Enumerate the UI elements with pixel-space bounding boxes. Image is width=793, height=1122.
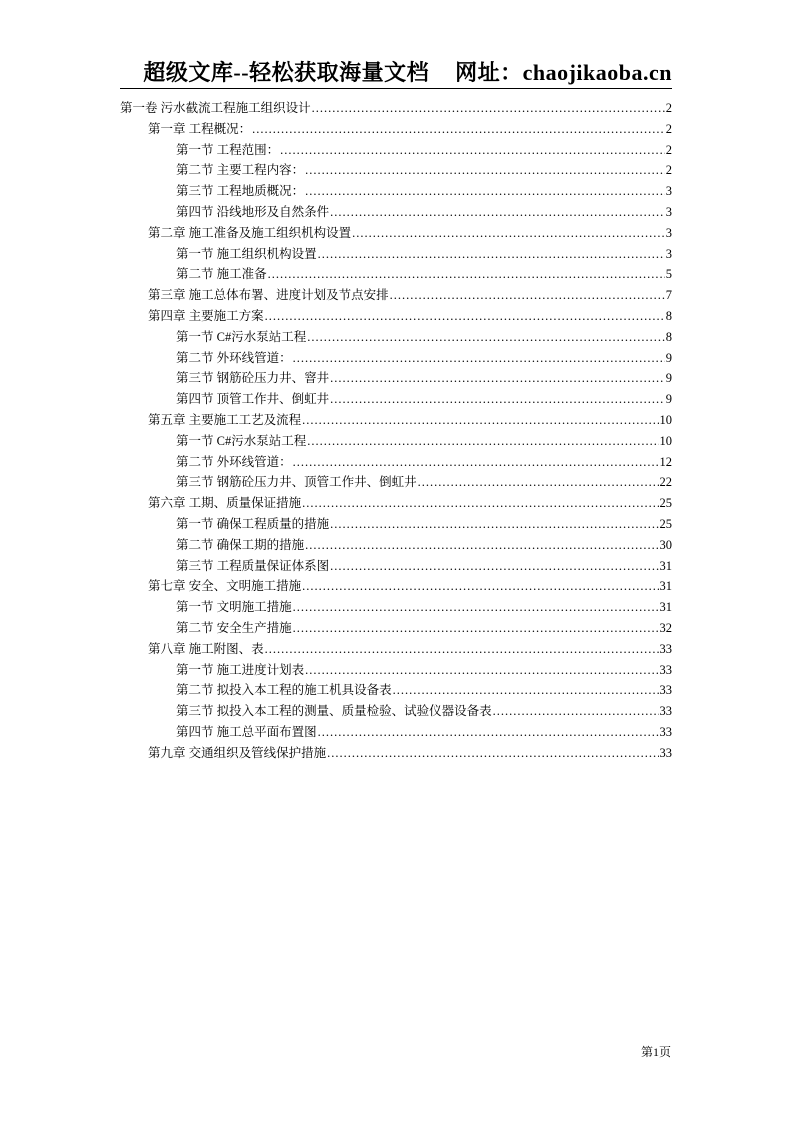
toc-page-number: 32	[659, 620, 672, 635]
toc-section[interactable]	[120, 140, 672, 161]
toc-label: 第二节 安全生产措施	[176, 620, 292, 635]
toc-label: 第三节 拟投入本工程的测量、质量检验、试验仪器设备表	[176, 704, 492, 719]
toc-label: 第八章 施工附图、表	[148, 641, 264, 656]
toc-section[interactable]	[120, 431, 672, 452]
toc-page-number: 2	[665, 142, 672, 157]
toc-section[interactable]	[120, 327, 672, 348]
toc-label: 第七章 安全、文明施工措施	[148, 579, 302, 594]
toc-page-number: 2	[665, 101, 672, 115]
toc-volume[interactable]	[120, 98, 672, 119]
toc-section[interactable]	[120, 701, 672, 722]
toc-page-number: 25	[659, 496, 672, 511]
toc-section[interactable]	[120, 264, 672, 285]
toc-page-number: 10	[659, 412, 672, 427]
toc-chapter[interactable]	[120, 639, 672, 660]
toc-label: 第五章 主要施工工艺及流程	[148, 412, 302, 427]
toc-dot-leader	[330, 205, 665, 220]
toc-label: 第一章 工程概况：	[148, 121, 252, 136]
toc-dot-leader	[352, 226, 665, 241]
toc-dot-leader	[307, 330, 665, 345]
toc-dot-leader	[302, 496, 658, 511]
toc-page-number: 12	[659, 454, 672, 469]
toc-label: 第二节 施工准备	[176, 267, 267, 282]
toc-page-number: 9	[665, 392, 672, 407]
toc-page-number: 33	[659, 662, 672, 677]
toc-section[interactable]	[120, 244, 672, 265]
toc-label: 第四节 沿线地形及自然条件	[176, 204, 330, 219]
toc-dot-leader	[305, 184, 665, 199]
toc-section[interactable]	[120, 597, 672, 618]
toc-page-number: 31	[659, 579, 672, 594]
toc-dot-leader	[293, 455, 659, 470]
toc-section[interactable]	[120, 389, 672, 410]
toc-label: 第三节 工程质量保证体系图	[176, 558, 330, 573]
header-url: 网址：chaojikaoba.cn	[455, 60, 672, 85]
toc-chapter[interactable]	[120, 223, 672, 244]
toc-section[interactable]	[120, 680, 672, 701]
toc-page-number: 30	[659, 537, 672, 552]
toc-page-number: 33	[659, 704, 672, 719]
toc-dot-leader	[330, 371, 665, 386]
toc-section[interactable]	[120, 556, 672, 577]
toc-page-number: 8	[665, 329, 672, 344]
toc-section[interactable]	[120, 472, 672, 493]
toc-page-number: 33	[659, 641, 672, 656]
toc-dot-leader	[318, 247, 665, 262]
toc-dot-leader	[318, 725, 659, 740]
toc-dot-leader	[265, 642, 659, 657]
toc-chapter[interactable]	[120, 576, 672, 597]
toc-section[interactable]	[120, 514, 672, 535]
toc-dot-leader	[280, 143, 665, 158]
toc-dot-leader	[307, 434, 658, 449]
toc-label: 第四章 主要施工方案	[148, 308, 264, 323]
toc-chapter[interactable]	[120, 743, 672, 764]
header-title: 超级文库--轻松获取海量文档	[143, 60, 430, 85]
toc-page-number: 33	[659, 745, 672, 760]
toc-label: 第一节 文明施工措施	[176, 600, 292, 615]
toc-page-number: 31	[659, 600, 672, 615]
toc-page-number: 3	[665, 204, 672, 219]
toc-label: 第二章 施工准备及施工组织机构设置	[148, 225, 352, 240]
toc-chapter[interactable]	[120, 119, 672, 140]
toc-dot-leader	[302, 579, 658, 594]
toc-dot-leader	[302, 413, 658, 428]
toc-label: 第一节 工程范围：	[176, 142, 280, 157]
toc-dot-leader	[327, 746, 658, 761]
toc-label: 第二节 外环线管道：	[176, 454, 292, 469]
toc-dot-leader	[393, 683, 659, 698]
toc-section[interactable]	[120, 452, 672, 473]
toc-dot-leader	[330, 392, 665, 407]
toc-page-number: 31	[659, 558, 672, 573]
toc-label: 第二节 主要工程内容：	[176, 163, 305, 178]
page-number: 第1页	[641, 1045, 672, 1059]
toc-chapter[interactable]	[120, 493, 672, 514]
toc-dot-leader	[252, 122, 665, 137]
header-text	[143, 56, 672, 87]
toc-label: 第三节 工程地质概况：	[176, 184, 305, 199]
toc-dot-leader	[268, 267, 665, 282]
toc-label: 第二节 外环线管道：	[176, 350, 292, 365]
toc-dot-leader	[265, 309, 665, 324]
toc-chapter[interactable]	[120, 410, 672, 431]
toc-page-number: 9	[665, 371, 672, 386]
toc-page-number: 3	[665, 225, 672, 240]
toc-label: 第一节 C#污水泵站工程	[176, 433, 307, 448]
toc-dot-leader	[390, 288, 665, 303]
page-header	[120, 56, 672, 89]
toc-page-number: 33	[659, 724, 672, 739]
toc-page-number: 33	[659, 683, 672, 698]
toc-label: 第一节 C#污水泵站工程	[176, 329, 307, 344]
toc-page-number: 3	[665, 184, 672, 199]
toc-page-number: 10	[659, 433, 672, 448]
toc-label: 第三节 钢筋砼压力井、窨井	[176, 371, 330, 386]
toc-dot-leader	[493, 704, 659, 719]
toc-page-number: 2	[665, 121, 672, 136]
toc-dot-leader	[293, 621, 659, 636]
toc-label: 第二节 确保工期的措施	[176, 537, 305, 552]
toc-label: 第三章 施工总体布署、进度计划及节点安排	[148, 288, 389, 303]
toc-label: 第九章 交通组织及管线保护措施	[148, 745, 327, 760]
toc-dot-leader	[418, 475, 659, 490]
table-of-contents	[120, 98, 672, 764]
toc-page-number: 9	[665, 350, 672, 365]
toc-section[interactable]	[120, 660, 672, 681]
toc-dot-leader	[305, 538, 658, 553]
toc-page-number: 22	[659, 475, 672, 490]
toc-page-number: 8	[665, 308, 672, 323]
toc-dot-leader	[293, 351, 665, 366]
toc-section[interactable]	[120, 535, 672, 556]
toc-section[interactable]	[120, 368, 672, 389]
toc-dot-leader	[305, 663, 658, 678]
toc-label: 第四节 顶管工作井、倒虹井	[176, 392, 330, 407]
toc-section[interactable]	[120, 348, 672, 369]
toc-label: 第一节 确保工程质量的措施	[176, 516, 330, 531]
toc-section[interactable]	[120, 181, 672, 202]
toc-dot-leader	[305, 163, 665, 178]
toc-label: 第一卷 污水截流工程施工组织设计	[120, 101, 311, 115]
toc-section[interactable]	[120, 202, 672, 223]
toc-chapter[interactable]	[120, 306, 672, 327]
toc-chapter[interactable]	[120, 285, 672, 306]
toc-page-number: 5	[665, 267, 672, 282]
toc-dot-leader	[312, 101, 665, 116]
toc-dot-leader	[330, 559, 658, 574]
toc-dot-leader	[330, 517, 658, 532]
toc-section[interactable]	[120, 618, 672, 639]
toc-page-number: 7	[665, 288, 672, 303]
toc-label: 第三节 钢筋砼压力井、顶管工作井、倒虹井	[176, 475, 417, 490]
toc-label: 第一节 施工组织机构设置	[176, 246, 317, 261]
toc-label: 第一节 施工进度计划表	[176, 662, 305, 677]
toc-page-number: 3	[665, 246, 672, 261]
toc-section[interactable]	[120, 160, 672, 181]
toc-page-number: 25	[659, 516, 672, 531]
toc-label: 第四节 施工总平面布置图	[176, 724, 317, 739]
toc-label: 第二节 拟投入本工程的施工机具设备表	[176, 683, 392, 698]
toc-dot-leader	[293, 600, 659, 615]
toc-section[interactable]	[120, 722, 672, 743]
toc-page-number: 2	[665, 163, 672, 178]
toc-label: 第六章 工期、质量保证措施	[148, 496, 302, 511]
